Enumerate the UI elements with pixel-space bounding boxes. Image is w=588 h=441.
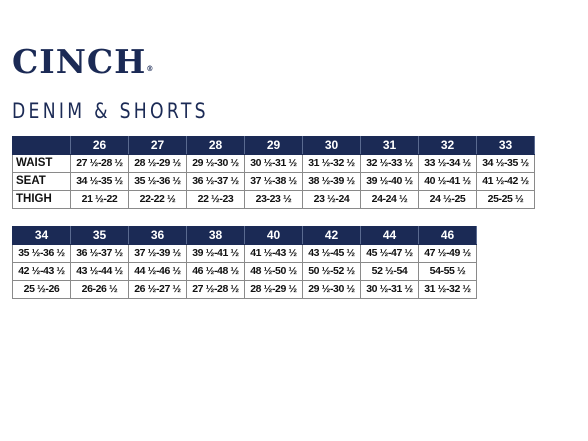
table-cell: 32 ½-33 ½ xyxy=(361,155,419,173)
header-corner-cell xyxy=(13,137,71,155)
size-header-row xyxy=(13,137,535,155)
table-cell: 37 ½-39 ½ xyxy=(129,245,187,263)
table-cell: 29 ½-30 ½ xyxy=(187,155,245,173)
size-header-cell: 40 xyxy=(245,227,303,245)
table-row-thigh xyxy=(13,281,477,299)
table-cell: 24 ½-25 xyxy=(419,191,477,209)
table-cell: 34 ½-35 ½ xyxy=(71,173,129,191)
size-header-cell: 34 xyxy=(13,227,71,245)
size-header-cell: 32 xyxy=(419,137,477,155)
table-cell: 30 ½-31 ½ xyxy=(361,281,419,299)
size-chart-table-2 xyxy=(12,226,477,299)
size-header-cell: 30 xyxy=(303,137,361,155)
size-header-cell: 35 xyxy=(71,227,129,245)
table-cell: 23-23 ½ xyxy=(245,191,303,209)
table-cell: 34 ½-35 ½ xyxy=(477,155,535,173)
table-cell: 39 ½-41 ½ xyxy=(187,245,245,263)
table-row-thigh xyxy=(13,191,535,209)
size-header-cell: 33 xyxy=(477,137,535,155)
table-cell: 47 ½-49 ½ xyxy=(419,245,477,263)
size-header-cell: 26 xyxy=(71,137,129,155)
table-cell: 40 ½-41 ½ xyxy=(419,173,477,191)
table-cell: 22 ½-23 xyxy=(187,191,245,209)
table-cell: 48 ½-50 ½ xyxy=(245,263,303,281)
size-header-cell: 44 xyxy=(361,227,419,245)
table-cell: 29 ½-30 ½ xyxy=(303,281,361,299)
table-cell: 36 ½-37 ½ xyxy=(187,173,245,191)
table-cell: 26-26 ½ xyxy=(71,281,129,299)
table-cell: 54-55 ½ xyxy=(419,263,477,281)
table-cell: 45 ½-47 ½ xyxy=(361,245,419,263)
size-header-row xyxy=(13,227,477,245)
size-header-cell: 42 xyxy=(303,227,361,245)
table-cell: 42 ½-43 ½ xyxy=(13,263,71,281)
size-header-cell: 46 xyxy=(419,227,477,245)
table-cell: 28 ½-29 ½ xyxy=(245,281,303,299)
row-label-seat: SEAT xyxy=(13,173,71,191)
table-cell: 31 ½-32 ½ xyxy=(419,281,477,299)
table-cell: 36 ½-37 ½ xyxy=(71,245,129,263)
table-cell: 21 ½-22 xyxy=(71,191,129,209)
size-header-cell: 38 xyxy=(187,227,245,245)
table-cell: 25 ½-26 xyxy=(13,281,71,299)
table-cell: 27 ½-28 ½ xyxy=(187,281,245,299)
size-header-cell: 29 xyxy=(245,137,303,155)
table-cell: 35 ½-36 ½ xyxy=(129,173,187,191)
table-cell: 43 ½-44 ½ xyxy=(71,263,129,281)
table-cell: 30 ½-31 ½ xyxy=(245,155,303,173)
row-label-waist: WAIST xyxy=(13,155,71,173)
table-cell: 50 ½-52 ½ xyxy=(303,263,361,281)
table-cell: 22-22 ½ xyxy=(129,191,187,209)
table-cell: 46 ½-48 ½ xyxy=(187,263,245,281)
size-header-cell: 36 xyxy=(129,227,187,245)
table-cell: 52 ½-54 xyxy=(361,263,419,281)
table-cell: 43 ½-45 ½ xyxy=(303,245,361,263)
brand-name: CINCH xyxy=(12,42,147,81)
table-cell: 41 ½-42 ½ xyxy=(477,173,535,191)
row-label-thigh: THIGH xyxy=(13,191,71,209)
brand-logo xyxy=(12,44,153,87)
table-cell: 31 ½-32 ½ xyxy=(303,155,361,173)
table-cell: 23 ½-24 xyxy=(303,191,361,209)
table-cell: 44 ½-46 ½ xyxy=(129,263,187,281)
size-header-cell: 28 xyxy=(187,137,245,155)
table-cell: 25-25 ½ xyxy=(477,191,535,209)
table-row-waist xyxy=(13,155,535,173)
table-cell: 35 ½-36 ½ xyxy=(13,245,71,263)
table-cell: 24-24 ½ xyxy=(361,191,419,209)
table-cell: 39 ½-40 ½ xyxy=(361,173,419,191)
table-cell: 26 ½-27 ½ xyxy=(129,281,187,299)
table-cell: 28 ½-29 ½ xyxy=(129,155,187,173)
table-cell: 37 ½-38 ½ xyxy=(245,173,303,191)
table-row-waist xyxy=(13,245,477,263)
registered-mark: ® xyxy=(146,64,154,73)
size-header-cell: 27 xyxy=(129,137,187,155)
page-title: DENIM & SHORTS xyxy=(12,99,209,123)
table-cell: 27 ½-28 ½ xyxy=(71,155,129,173)
table-cell: 41 ½-43 ½ xyxy=(245,245,303,263)
table-cell: 38 ½-39 ½ xyxy=(303,173,361,191)
table-row-seat xyxy=(13,263,477,281)
size-chart-table-1 xyxy=(12,136,535,209)
table-cell: 33 ½-34 ½ xyxy=(419,155,477,173)
size-header-cell: 31 xyxy=(361,137,419,155)
table-row-seat xyxy=(13,173,535,191)
